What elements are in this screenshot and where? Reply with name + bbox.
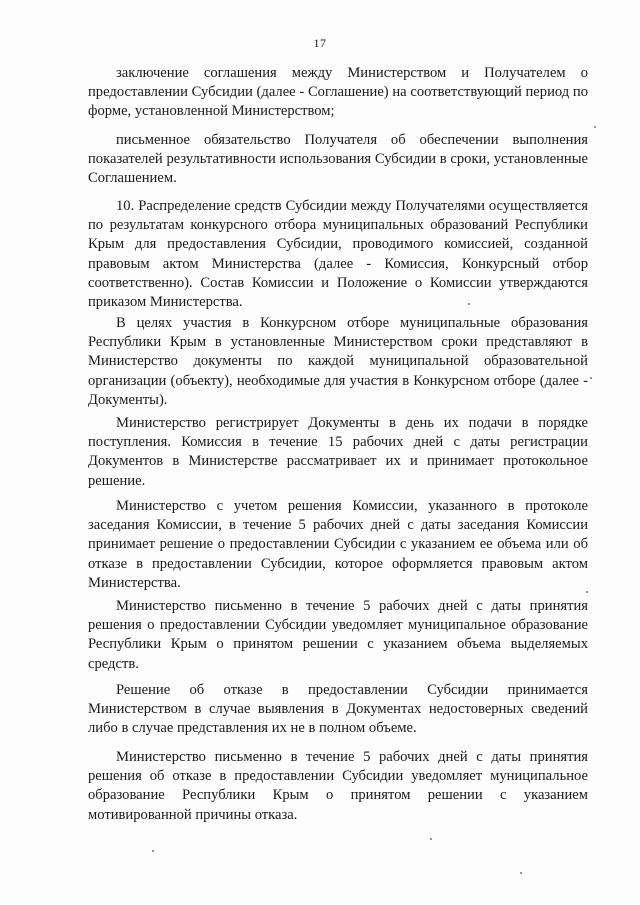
paragraph-notification [88,597,588,674]
paragraph-decision [88,497,588,593]
paragraph-agreement [88,64,588,122]
paragraph-participation [88,314,588,410]
paragraph-text: Министерство с учетом решения Комиссии, указанного в протоколе заседания Комиссии, в течение 5 рабочих дней с даты заседания Комиссии принимает решение о предоставлении Субсидии с указанием ее объема или об отказе в предоставлении Субсидии, которое оформляется правовым актом Министерства. [88,498,588,591]
paragraph-text: 10. Распределение средств Субсидии между Получателями осуществляется по результатам конкурсного отбора муниципальных образований Республики Крым для предоставления Субсидии, проводимого комиссией, созданной правовым актом Министерства (далее - Комиссия, Конкурсный отбор соответственно). Состав Комиссии и Положение о Комиссии утверждаются приказом Министерства. [88,198,588,311]
paragraph-text: Министерство письменно в течение 5 рабочих дней с даты принятия решения об отказе в предоставлении Субсидии уведомляет муниципальное образование Республики Крым о принятом решении с указанием мотивированной причины отказа. [88,749,588,823]
paragraph-refusal-notification [88,748,588,825]
scan-speck [430,838,432,840]
paragraph-registration [88,414,588,491]
paragraph-distribution [88,197,588,312]
page-number: 17 [313,36,327,50]
scan-speck [586,591,588,593]
paragraph-text: Министерство регистрирует Документы в день их подачи в порядке поступления. Комиссия в течение 15 рабочих дней с даты регистрации Документов в Министерстве рассматривает их и принимает протокольное решение. [88,415,588,489]
scan-speck [594,126,596,128]
scan-speck [520,872,522,874]
paragraph-obligation [88,131,588,189]
paragraph-refusal [88,681,588,739]
scan-speck [468,303,470,305]
paragraph-text: заключение соглашения между Министерством и Получателем о предоставлении Субсидии (далее - Соглашение) на соответствующий период по форме, установленной Министерством; [88,65,588,120]
paragraph-text: Министерство письменно в течение 5 рабочих дней с даты принятия решения о предоставлении Субсидии уведомляет муниципальное образование Республики Крым о принятом решении с указанием объема выделяемых средств. [88,598,588,672]
paragraph-text: письменное обязательство Получателя об обеспечении выполнения показателей результативности использования Субсидии в сроки, установленные Соглашением. [88,132,588,187]
scan-speck [152,850,154,852]
scan-speck [590,377,592,379]
paragraph-text: В целях участия в Конкурсном отборе муниципальные образования Республики Крым в установленные Министерством сроки представляют в Министерство документы по каждой муниципальной образовательной организации (объекту), необходимые для участия в Конкурсном отборе (далее - Документы). [88,315,588,408]
paragraph-text: Решение об отказе в предоставлении Субсидии принимается Министерством в случае выявления в Документах недостоверных сведений либо в случае представления их не в полном объеме. [88,682,588,737]
